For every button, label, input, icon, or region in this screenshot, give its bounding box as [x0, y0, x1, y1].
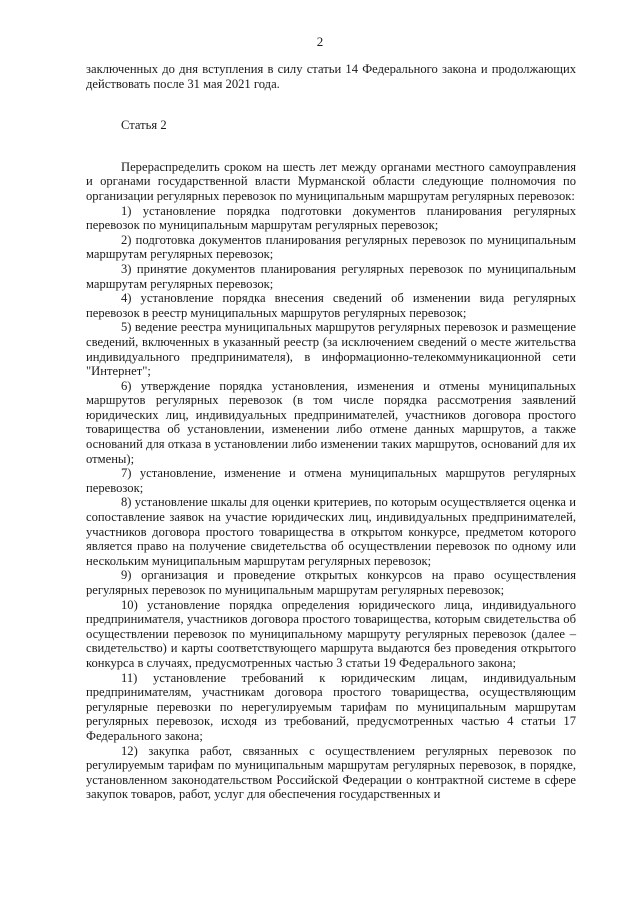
list-item-9: 9) организация и проведение открытых конкурсов на право осуществления регулярных перевозок по муниципальным маршрутам регулярных перевозок;	[86, 568, 576, 597]
page-number: 2	[316, 34, 324, 49]
continuation-paragraph: заключенных до дня вступления в силу статьи 14 Федерального закона и продолжающих действовать после 31 мая 2021 года.	[86, 62, 576, 91]
list-item-5: 5) ведение реестра муниципальных маршрутов регулярных перевозок и размещение сведений, включенных в указанный реестр (за исключением сведений о месте жительства индивидуального предпринимателя), в информационно-телекоммуникационной сети "Интернет";	[86, 320, 576, 379]
list-item-12: 12) закупка работ, связанных с осуществлением регулярных перевозок по регулируемым тарифам по муниципальным маршрутам регулярных перевозок, в порядке, установленном законодательством Российской Федерации о контрактной системе в сфере закупок товаров, работ, услуг для обеспечения государственных и	[86, 743, 576, 802]
document-body	[86, 62, 576, 802]
list-item-11: 11) установление требований к юридическим лицам, индивидуальным предпринимателям, участникам договора простого товарищества, осуществляющим регулярные перевозки по нерегулируемым тарифам по муниципальным маршрутам регулярных перевозок, исходя из требований, предусмотренных частью 4 статьи 17 Федерального закона;	[86, 670, 576, 743]
list-item-7: 7) установление, изменение и отмена муниципальных маршрутов регулярных перевозок;	[86, 466, 576, 495]
list-item-1: 1) установление порядка подготовки документов планирования регулярных перевозок по муниципальным маршрутам регулярных перевозок;	[86, 203, 576, 233]
list-item-8: 8) установление шкалы для оценки критериев, по которым осуществляется оценка и сопоставление заявок на участие юридических лиц, индивидуальных предпринимателей, участников договора простого товарищества в открытом конкурсе, предметом которого является право на получение свидетельства об осуществлении перевозок по одному или нескольким муниципальным маршрутам регулярных перевозок;	[86, 495, 576, 568]
intro-paragraph: Перераспределить сроком на шесть лет между органами местного самоуправления и органами государственной власти Мурманской области следующие полномочия по организации регулярных перевозок по муниципальным маршрутам регулярных перевозок:	[86, 159, 576, 203]
list-item-3: 3) принятие документов планирования регулярных перевозок по муниципальным маршрутам регулярных перевозок;	[86, 261, 576, 291]
list-item-4: 4) установление порядка внесения сведений об изменении вида регулярных перевозок в реестр муниципальных маршрутов регулярных перевозок;	[86, 291, 576, 320]
list-item-2: 2) подготовка документов планирования регулярных перевозок по муниципальным маршрутам регулярных перевозок;	[86, 232, 576, 262]
article-heading: Статья 2	[121, 118, 167, 133]
list-item-10: 10) установление порядка определения юридического лица, индивидуального предпринимателя, участников договора простого товарищества, которым свидетельства об осуществлении перевозок по муниципальному маршруту регулярных перевозок (далее – свидетельство) и карты соответствующего маршрута выдаются без проведения открытого конкурса в случаях, предусмотренных частью 3 статьи 19 Федерального закона;	[86, 597, 576, 670]
list-item-6: 6) утверждение порядка установления, изменения и отмены муниципальных маршрутов регулярных перевозок (в том числе порядка рассмотрения заявлений юридических лиц, индивидуальных предпринимателей, участников договора простого товарищества об установлении, изменении либо отмене данных маршрутов, а также оснований для отказа в установлении либо изменении таких маршрутов, оснований для их отмены);	[86, 378, 576, 466]
